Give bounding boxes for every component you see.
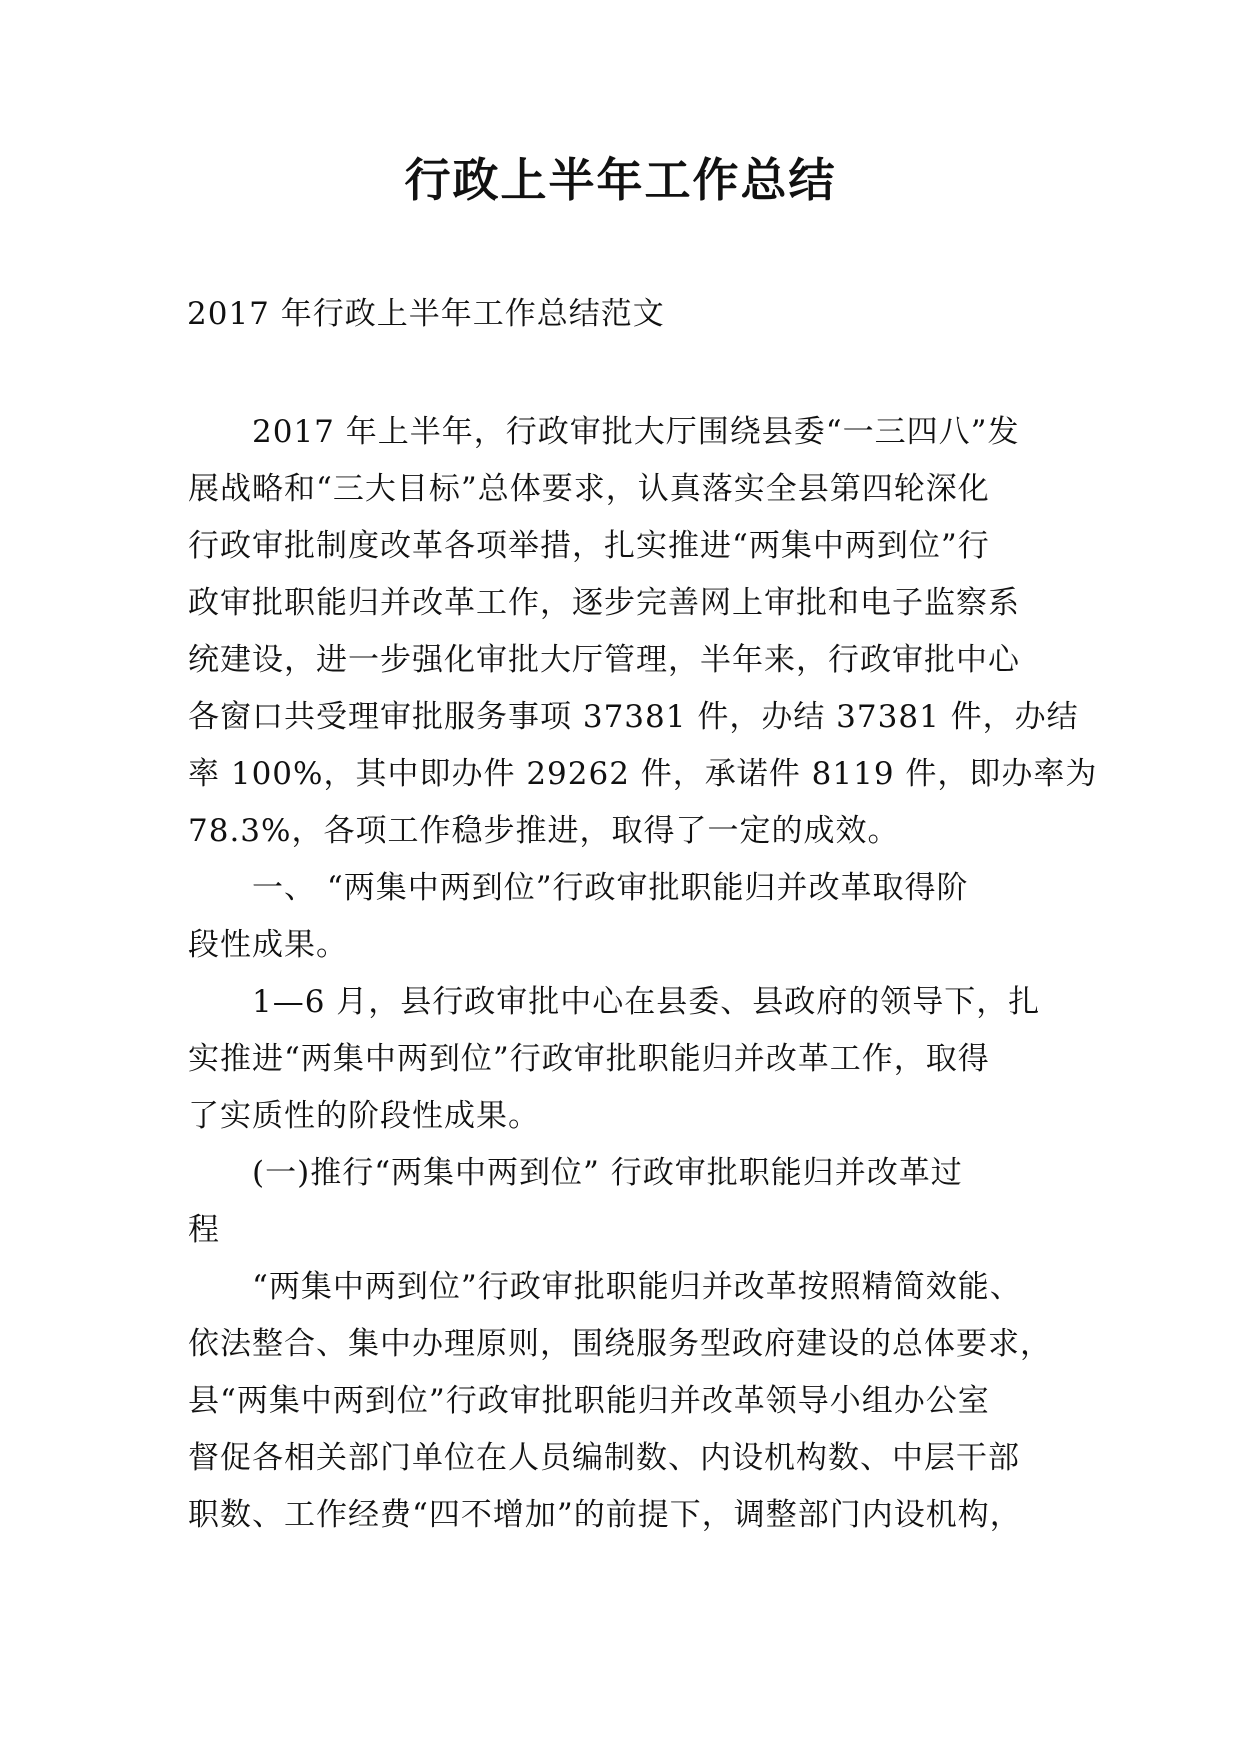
document-title: 行政上半年工作总结 <box>404 153 837 207</box>
subsection-heading-line: (一)推行“两集中两到位” 行政审批职能归并改革过 <box>252 1155 963 1191</box>
body-line: 行政审批制度改革各项举措，扎实推进“两集中两到位”行 <box>188 528 990 564</box>
body-line: 统建设，进一步强化审批大厅管理，半年来，行政审批中心 <box>188 642 1020 678</box>
body-line: 职数、工作经费“四不增加”的前提下，调整部门内设机构， <box>188 1497 1022 1533</box>
body-line: 率 100%，其中即办件 29262 件，承诺件 8119 件，即办率为 <box>188 756 1098 792</box>
body-line: 县“两集中两到位”行政审批职能归并改革领导小组办公室 <box>188 1383 990 1419</box>
body-line: 了实质性的阶段性成果。 <box>188 1098 540 1134</box>
body-line: 政审批职能归并改革工作，逐步完善网上审批和电子监察系 <box>188 585 1020 621</box>
body-line: 实推进“两集中两到位”行政审批职能归并改革工作，取得 <box>188 1041 990 1077</box>
body-line: “两集中两到位”行政审批职能归并改革按照精简效能、 <box>252 1269 1022 1305</box>
body-line: 2017 年上半年，行政审批大厅围绕县委“一三四八”发 <box>252 414 1020 450</box>
section-heading-line: 一、 “两集中两到位”行政审批职能归并改革取得阶 <box>252 870 969 906</box>
body-line: 依法整合、集中办理原则，围绕服务型政府建设的总体要求， <box>188 1326 1052 1362</box>
section-heading-line: 段性成果。 <box>188 927 348 963</box>
body-line: 1—6 月，县行政审批中心在县委、县政府的领导下，扎 <box>252 984 1041 1020</box>
body-line: 各窗口共受理审批服务事项 37381 件，办结 37381 件，办结 <box>188 699 1079 735</box>
document-subtitle: 2017 年行政上半年工作总结范文 <box>187 296 665 332</box>
document-body <box>188 404 1098 1544</box>
body-line: 78.3%，各项工作稳步推进，取得了一定的成效。 <box>188 813 900 849</box>
body-line: 展战略和“三大目标”总体要求，认真落实全县第四轮深化 <box>188 471 990 507</box>
body-line: 督促各相关部门单位在人员编制数、内设机构数、中层干部 <box>188 1440 1020 1476</box>
subsection-heading-line: 程 <box>188 1212 220 1248</box>
